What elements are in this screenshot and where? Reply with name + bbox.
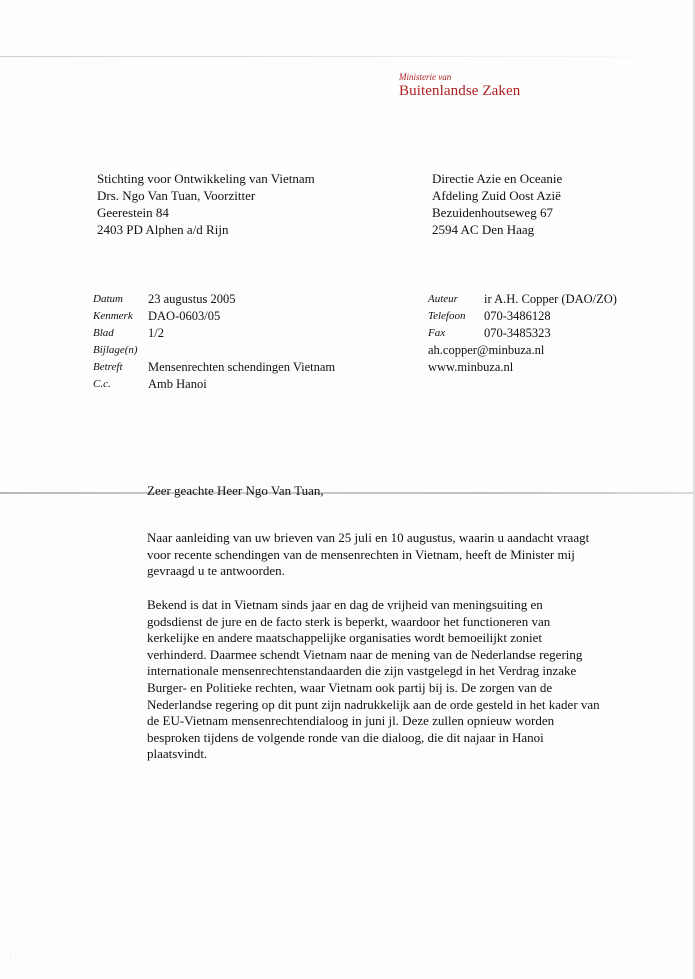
paragraph-line: verhinderd. Daarmee schendt Vietnam naar de mening van de Nederlandse regering: [147, 646, 583, 662]
reference-row-blad: [93, 325, 335, 342]
blad-label: Blad: [93, 327, 114, 339]
cc-label: C.c.: [93, 378, 111, 390]
sender-line: Afdeling Zuid Oost Azië: [432, 188, 561, 203]
contact-block: [428, 291, 617, 376]
contact-website: www.minbuza.nl: [428, 360, 514, 374]
paragraph-line: Burger- en Politieke rechten, waar Vietnam ook partij bij is. De zorgen van de: [147, 679, 553, 695]
paragraph-1: [147, 530, 602, 580]
reference-row-kenmerk: [93, 308, 335, 325]
contact-row-auteur: [428, 291, 617, 308]
recipient-line: Geerestein 84: [97, 205, 169, 220]
recipient-line: Stichting voor Ontwikkeling van Vietnam: [97, 171, 315, 186]
reference-block: [93, 291, 335, 393]
ministry-letterhead: [399, 72, 520, 100]
scan-fold-line-top: [0, 56, 695, 57]
paragraph-line: voor recente schendingen van de mensenrechten in Vietnam, heeft de Minister mij: [147, 546, 575, 562]
contact-row-fax: [428, 325, 617, 342]
kenmerk-label: Kenmerk: [93, 310, 133, 322]
paragraph-line: plaatsvindt.: [147, 746, 208, 762]
fax-value: 070-3485323: [484, 326, 551, 340]
telefoon-value: 070-3486128: [484, 309, 551, 323]
fax-label: Fax: [428, 327, 446, 339]
reference-row-datum: [93, 291, 335, 308]
reference-row-betreft: [93, 359, 335, 376]
recipient-address: [97, 170, 315, 238]
paragraph-line: Naar aanleiding van uw brieven van 25 juli en 10 augustus, waarin u aandacht vraagt: [147, 530, 590, 545]
recipient-line: Drs. Ngo Van Tuan, Voorzitter: [97, 188, 256, 203]
sender-address: [432, 170, 562, 238]
scan-margin-mark: · · ·: [10, 954, 12, 967]
recipient-line: 2403 PD Alphen a/d Rijn: [97, 222, 229, 237]
paragraph-line: besproken tijdens de volgende ronde van die dialoog, die dit najaar in Hanoi: [147, 729, 544, 745]
contact-row-telefoon: [428, 308, 617, 325]
auteur-value: ir A.H. Copper (DAO/ZO): [484, 292, 617, 306]
datum-value: 23 augustus 2005: [148, 292, 236, 306]
reference-row-cc: [93, 376, 335, 393]
paragraph-line: kerkelijke en andere maatschappelijke organisaties wordt bemoeilijkt zoniet: [147, 630, 543, 646]
paragraph-line: de EU-Vietnam mensenrechtendialoog in juni jl. Deze zullen opnieuw worden: [147, 713, 555, 729]
paragraph-line: godsdienst de jure en de facto sterk is beperkt, waardoor het functioneren van: [147, 613, 551, 629]
sender-line: Bezuidenhoutseweg 67: [432, 205, 553, 220]
letterhead-main-text: Buitenlandse Zaken: [399, 83, 521, 99]
betreft-label: Betreft: [93, 361, 123, 373]
scan-fold-line-middle: [0, 492, 695, 494]
reference-row-bijlagen: [93, 342, 335, 359]
paragraph-line: gevraagd u te antwoorden.: [147, 563, 285, 579]
paragraph-2: [147, 597, 602, 763]
paragraph-line: internationale mensenrechtenstandaarden die zijn vastgelegd in het Verdrag inzake: [147, 663, 577, 679]
contact-email: ah.copper@minbuza.nl: [428, 343, 545, 357]
cc-value: Amb Hanoi: [148, 377, 207, 391]
bijlagen-label: Bijlage(n): [93, 344, 138, 356]
betreft-value: Mensenrechten schendingen Vietnam: [148, 360, 336, 374]
auteur-label: Auteur: [428, 293, 458, 305]
sender-line: Directie Azie en Oceanie: [432, 171, 563, 186]
paragraph-line: Bekend is dat in Vietnam sinds jaar en dag de vrijheid van meningsuiting en: [147, 597, 543, 612]
salutation: Zeer geachte Heer Ngo Van Tuan,: [147, 483, 324, 498]
paragraph-line: Nederlandse regering op dit punt zijn nadrukkelijk aan de orde gesteld in het kader van: [147, 696, 600, 712]
letterhead-small-text: Ministerie van: [399, 72, 452, 82]
sender-line: 2594 AC Den Haag: [432, 222, 535, 237]
kenmerk-value: DAO-0603/05: [148, 309, 221, 323]
telefoon-label: Telefoon: [428, 310, 466, 322]
blad-value: 1/2: [148, 326, 164, 340]
datum-label: Datum: [93, 293, 123, 305]
